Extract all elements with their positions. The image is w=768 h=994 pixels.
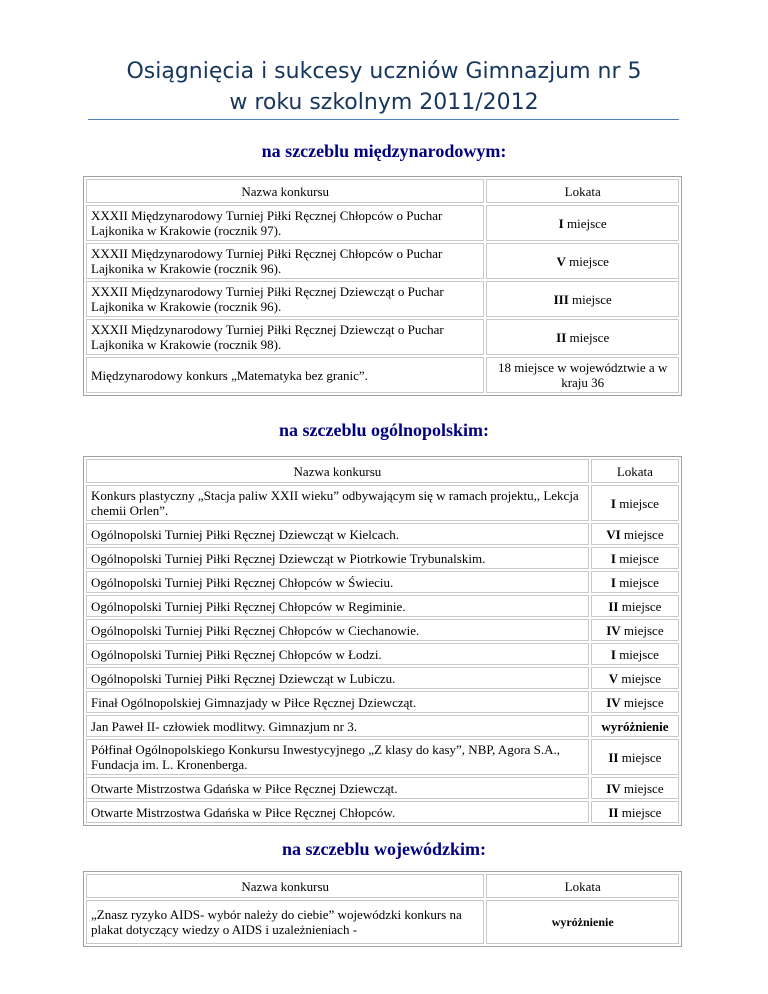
column-header-name: Nazwa konkursu [86, 179, 484, 203]
placement [486, 205, 679, 241]
placement-rank: III [553, 291, 569, 307]
competition-name: Otwarte Mistrzostwa Gdańska w Piłce Ręcznej Chłopców. [86, 801, 589, 823]
competition-name: XXXII Międzynarodowy Turniej Piłki Ręcznej Dziewcząt o Puchar Lajkonika w Krakowie (rocznik 96). [86, 281, 484, 317]
competition-name: Międzynarodowy konkurs „Matematyka bez granic”. [86, 357, 484, 393]
table-row [86, 281, 679, 317]
placement [486, 900, 679, 944]
section-heading-national: na szczeblu ogólnopolskim: [278, 420, 490, 440]
placement-rank: I [558, 215, 564, 231]
page-title-line-1: Osiągnięcia i sukcesy uczniów Gimnazjum nr 5 [126, 59, 642, 84]
section-heading-international: na szczeblu międzynarodowym: [261, 141, 507, 161]
table-row [86, 571, 679, 593]
placement-text: miejsce [620, 694, 664, 710]
competition-name: XXXII Międzynarodowy Turniej Piłki Ręcznej Chłopców o Puchar Lajkonika w Krakowie (rocznik 96). [86, 243, 484, 279]
column-header-name: Nazwa konkursu [86, 459, 589, 483]
table-row [86, 777, 679, 799]
table-row [86, 619, 679, 641]
placement-text: miejsce [620, 622, 664, 638]
table-row [86, 801, 679, 823]
placement [486, 243, 679, 279]
column-header-place: Lokata [591, 459, 679, 483]
placement [591, 485, 679, 521]
placement [591, 691, 679, 713]
table-row [86, 547, 679, 569]
placement [591, 523, 679, 545]
competition-name: Ogólnopolski Turniej Piłki Ręcznej Chłopców w Ciechanowie. [86, 619, 589, 641]
table-header-row [86, 874, 679, 898]
school-year: 2011/2012 [419, 90, 539, 115]
table-row [86, 739, 679, 775]
placement-rank: II [608, 804, 619, 820]
competition-name: XXXII Międzynarodowy Turniej Piłki Ręcznej Chłopców o Puchar Lajkonika w Krakowie (rocznik 97). [86, 205, 484, 241]
placement-rank: V [608, 670, 619, 686]
placement-text: miejsce [618, 804, 662, 820]
table-row [86, 205, 679, 241]
placement-text: miejsce [620, 780, 664, 796]
placement-rank: wyróżnienie [551, 915, 614, 929]
competition-name: Ogólnopolski Turniej Piłki Ręcznej Chłopców w Łodzi. [86, 643, 589, 665]
column-header-place: Lokata [486, 179, 679, 203]
placement-rank: I [610, 550, 616, 566]
table-row [86, 667, 679, 689]
placement-rank: IV [606, 694, 621, 710]
competition-name: Ogólnopolski Turniej Piłki Ręcznej Dziewcząt w Piotrkowie Trybunalskim. [86, 547, 589, 569]
placement [591, 715, 679, 737]
placement-text: 18 miejsce w województwie a w kraju 36 [498, 360, 671, 390]
placement-text: miejsce [618, 749, 662, 765]
placement-rank: I [610, 646, 616, 662]
placement [591, 595, 679, 617]
competition-name: Ogólnopolski Turniej Piłki Ręcznej Chłopców w Regiminie. [86, 595, 589, 617]
placement [486, 319, 679, 355]
table-row [86, 715, 679, 737]
column-header-place: Lokata [486, 874, 679, 898]
placement-text: miejsce [615, 646, 659, 662]
table-row [86, 523, 679, 545]
table-row [86, 900, 679, 944]
national-results-table [83, 456, 682, 826]
placement [591, 547, 679, 569]
competition-name: Jan Paweł II- człowiek modlitwy. Gimnazjum nr 3. [86, 715, 589, 737]
placement-rank: wyróżnienie [601, 718, 669, 734]
placement-rank: IV [606, 780, 621, 796]
competition-name: Ogólnopolski Turniej Piłki Ręcznej Dziewcząt w Kielcach. [86, 523, 589, 545]
placement-rank: II [556, 329, 567, 345]
table-row [86, 691, 679, 713]
competition-name: Finał Ogólnopolskiej Gimnazjady w Piłce Ręcznej Dziewcząt. [86, 691, 589, 713]
table-row [86, 595, 679, 617]
placement-rank: VI [606, 526, 621, 542]
placement-rank: II [608, 749, 619, 765]
placement-text: miejsce [618, 598, 662, 614]
international-table-body [86, 179, 679, 393]
title-underline [88, 119, 679, 120]
table-row [86, 319, 679, 355]
column-header-name: Nazwa konkursu [86, 874, 484, 898]
placement-rank: II [608, 598, 619, 614]
placement-text: miejsce [563, 215, 607, 231]
page-title-line-2-prefix: w roku szkolnym [229, 90, 420, 115]
placement [591, 801, 679, 823]
competition-name: Konkurs plastyczny „Stacja paliw XXII wieku” odbywającym się w ramach projektu,, Lekcja chemii Orlen”. [86, 485, 589, 521]
voivodeship-table-body [86, 874, 679, 944]
page-title [0, 56, 768, 118]
international-results-table [83, 176, 682, 396]
competition-name: Otwarte Mistrzostwa Gdańska w Piłce Ręcznej Dziewcząt. [86, 777, 589, 799]
placement [591, 571, 679, 593]
placement [591, 643, 679, 665]
placement [486, 357, 679, 393]
placement-text: miejsce [568, 291, 612, 307]
table-row [86, 643, 679, 665]
voivodeship-results-table [83, 871, 682, 947]
table-header-row [86, 459, 679, 483]
national-table-body [86, 459, 679, 823]
placement-text: miejsce [618, 670, 662, 686]
placement-text: miejsce [615, 495, 659, 511]
placement [486, 281, 679, 317]
placement-text: miejsce [565, 253, 609, 269]
table-row [86, 485, 679, 521]
competition-name: XXXII Międzynarodowy Turniej Piłki Ręcznej Dziewcząt o Puchar Lajkonika w Krakowie (rocznik 98). [86, 319, 484, 355]
placement-text: miejsce [566, 329, 610, 345]
placement-text: miejsce [615, 550, 659, 566]
placement-rank: IV [606, 622, 621, 638]
table-row [86, 243, 679, 279]
section-heading-voivodeship: na szczeblu wojewódzkim: [282, 839, 486, 859]
placement-rank: I [610, 574, 616, 590]
placement [591, 777, 679, 799]
placement-rank: V [556, 253, 566, 269]
competition-name: Ogólnopolski Turniej Piłki Ręcznej Dziewcząt w Lubiczu. [86, 667, 589, 689]
placement [591, 619, 679, 641]
competition-name: „Znasz ryzyko AIDS- wybór należy do ciebie” wojewódzki konkurs na plakat dotyczący wiedzy o AIDS i uzależnieniach - [86, 900, 484, 944]
competition-name: Półfinał Ogólnopolskiego Konkursu Inwestycyjnego „Z klasy do kasy”, NBP, Agora S.A., Fundacja im. L. Kronenberga. [86, 739, 589, 775]
placement-text: miejsce [615, 574, 659, 590]
page-title-line-2 [0, 87, 768, 118]
table-header-row [86, 179, 679, 203]
placement [591, 739, 679, 775]
placement [591, 667, 679, 689]
competition-name: Ogólnopolski Turniej Piłki Ręcznej Chłopców w Świeciu. [86, 571, 589, 593]
table-row [86, 357, 679, 393]
placement-rank: I [610, 495, 616, 511]
placement-text: miejsce [620, 526, 664, 542]
